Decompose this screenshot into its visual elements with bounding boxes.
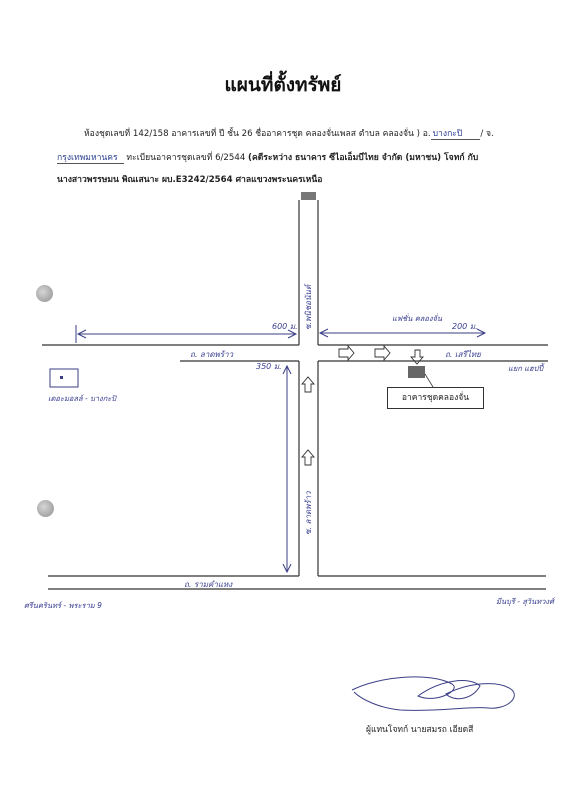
province-handwritten: กรุงเทพมหานคร: [57, 153, 124, 164]
line2-text: ทะเบียนอาคารชุดเลขที่ 6/2544: [123, 153, 249, 163]
label-road-east: ถ. เสรีไทย: [445, 350, 481, 359]
label-landmark-west: เดอะมอลล์ - บางกะปิ: [48, 394, 117, 403]
label-landmark-east: แยก แฮปปี้: [508, 364, 544, 373]
label-soi-south: ซ. ลาดพร้าว: [304, 491, 313, 535]
label-road-main: ถ. ลาดพร้าว: [190, 350, 234, 359]
label-landmark-ne: แฟชั่น คลองจั่น: [392, 314, 443, 323]
page-title: แผนที่ตั้งทรัพย์: [224, 74, 342, 96]
direction-arrow-east-2: [375, 346, 390, 360]
landmark-box-dot: [60, 376, 63, 379]
signature-scribble: [352, 677, 514, 711]
label-corner-se: มีนบุรี - สุวินทวงศ์: [496, 597, 554, 606]
label-road-south: ถ. รามคำแหง: [184, 580, 233, 589]
line1-tail: / จ.: [480, 129, 494, 139]
direction-arrow-east-1: [339, 346, 354, 360]
direction-arrow-south: [411, 350, 423, 364]
line2-bold: (คดีระหว่าง ธนาคาร ซีไอเอ็มบีไทย จำกัด (มหาชน) โจทก์ กับ: [248, 153, 479, 163]
direction-arrow-north-2: [302, 450, 314, 465]
soi-end-marker: [301, 192, 316, 200]
line1-text: ห้องชุดเลขที่ 142/158 อาคารเลขที่ ปี ชั้น 26 ชื่ออาคารชุด คลองจั่นเพลส ตำบล คลองจั่น ) อ.: [84, 129, 431, 139]
building-label: อาคารชุดคลองจั่น: [387, 387, 484, 409]
label-soi-north: ซ.พนิชอนันต์: [304, 284, 313, 330]
label-corner-sw: ศรีนครินทร์ - พระราม 9: [24, 601, 102, 610]
building-pointer: [425, 374, 433, 387]
label-200m: 200 ม.: [452, 322, 478, 331]
landmark-box-west: [50, 369, 78, 387]
signature-caption: ผู้แทนโจทก์ นายสมรถ เอียดสี: [366, 725, 474, 735]
label-600m: 600 ม.: [272, 322, 298, 331]
building-marker: [408, 366, 425, 378]
label-350m: 350 ม.: [256, 362, 282, 371]
header-line-3: นางสาวพรรษมน พิณเสนาะ ผบ.E3242/2564 ศาลแขวงพระนครเหนือ: [57, 175, 323, 185]
direction-arrow-north-1: [302, 377, 314, 392]
district-handwritten: บางกะปิ: [431, 129, 481, 140]
